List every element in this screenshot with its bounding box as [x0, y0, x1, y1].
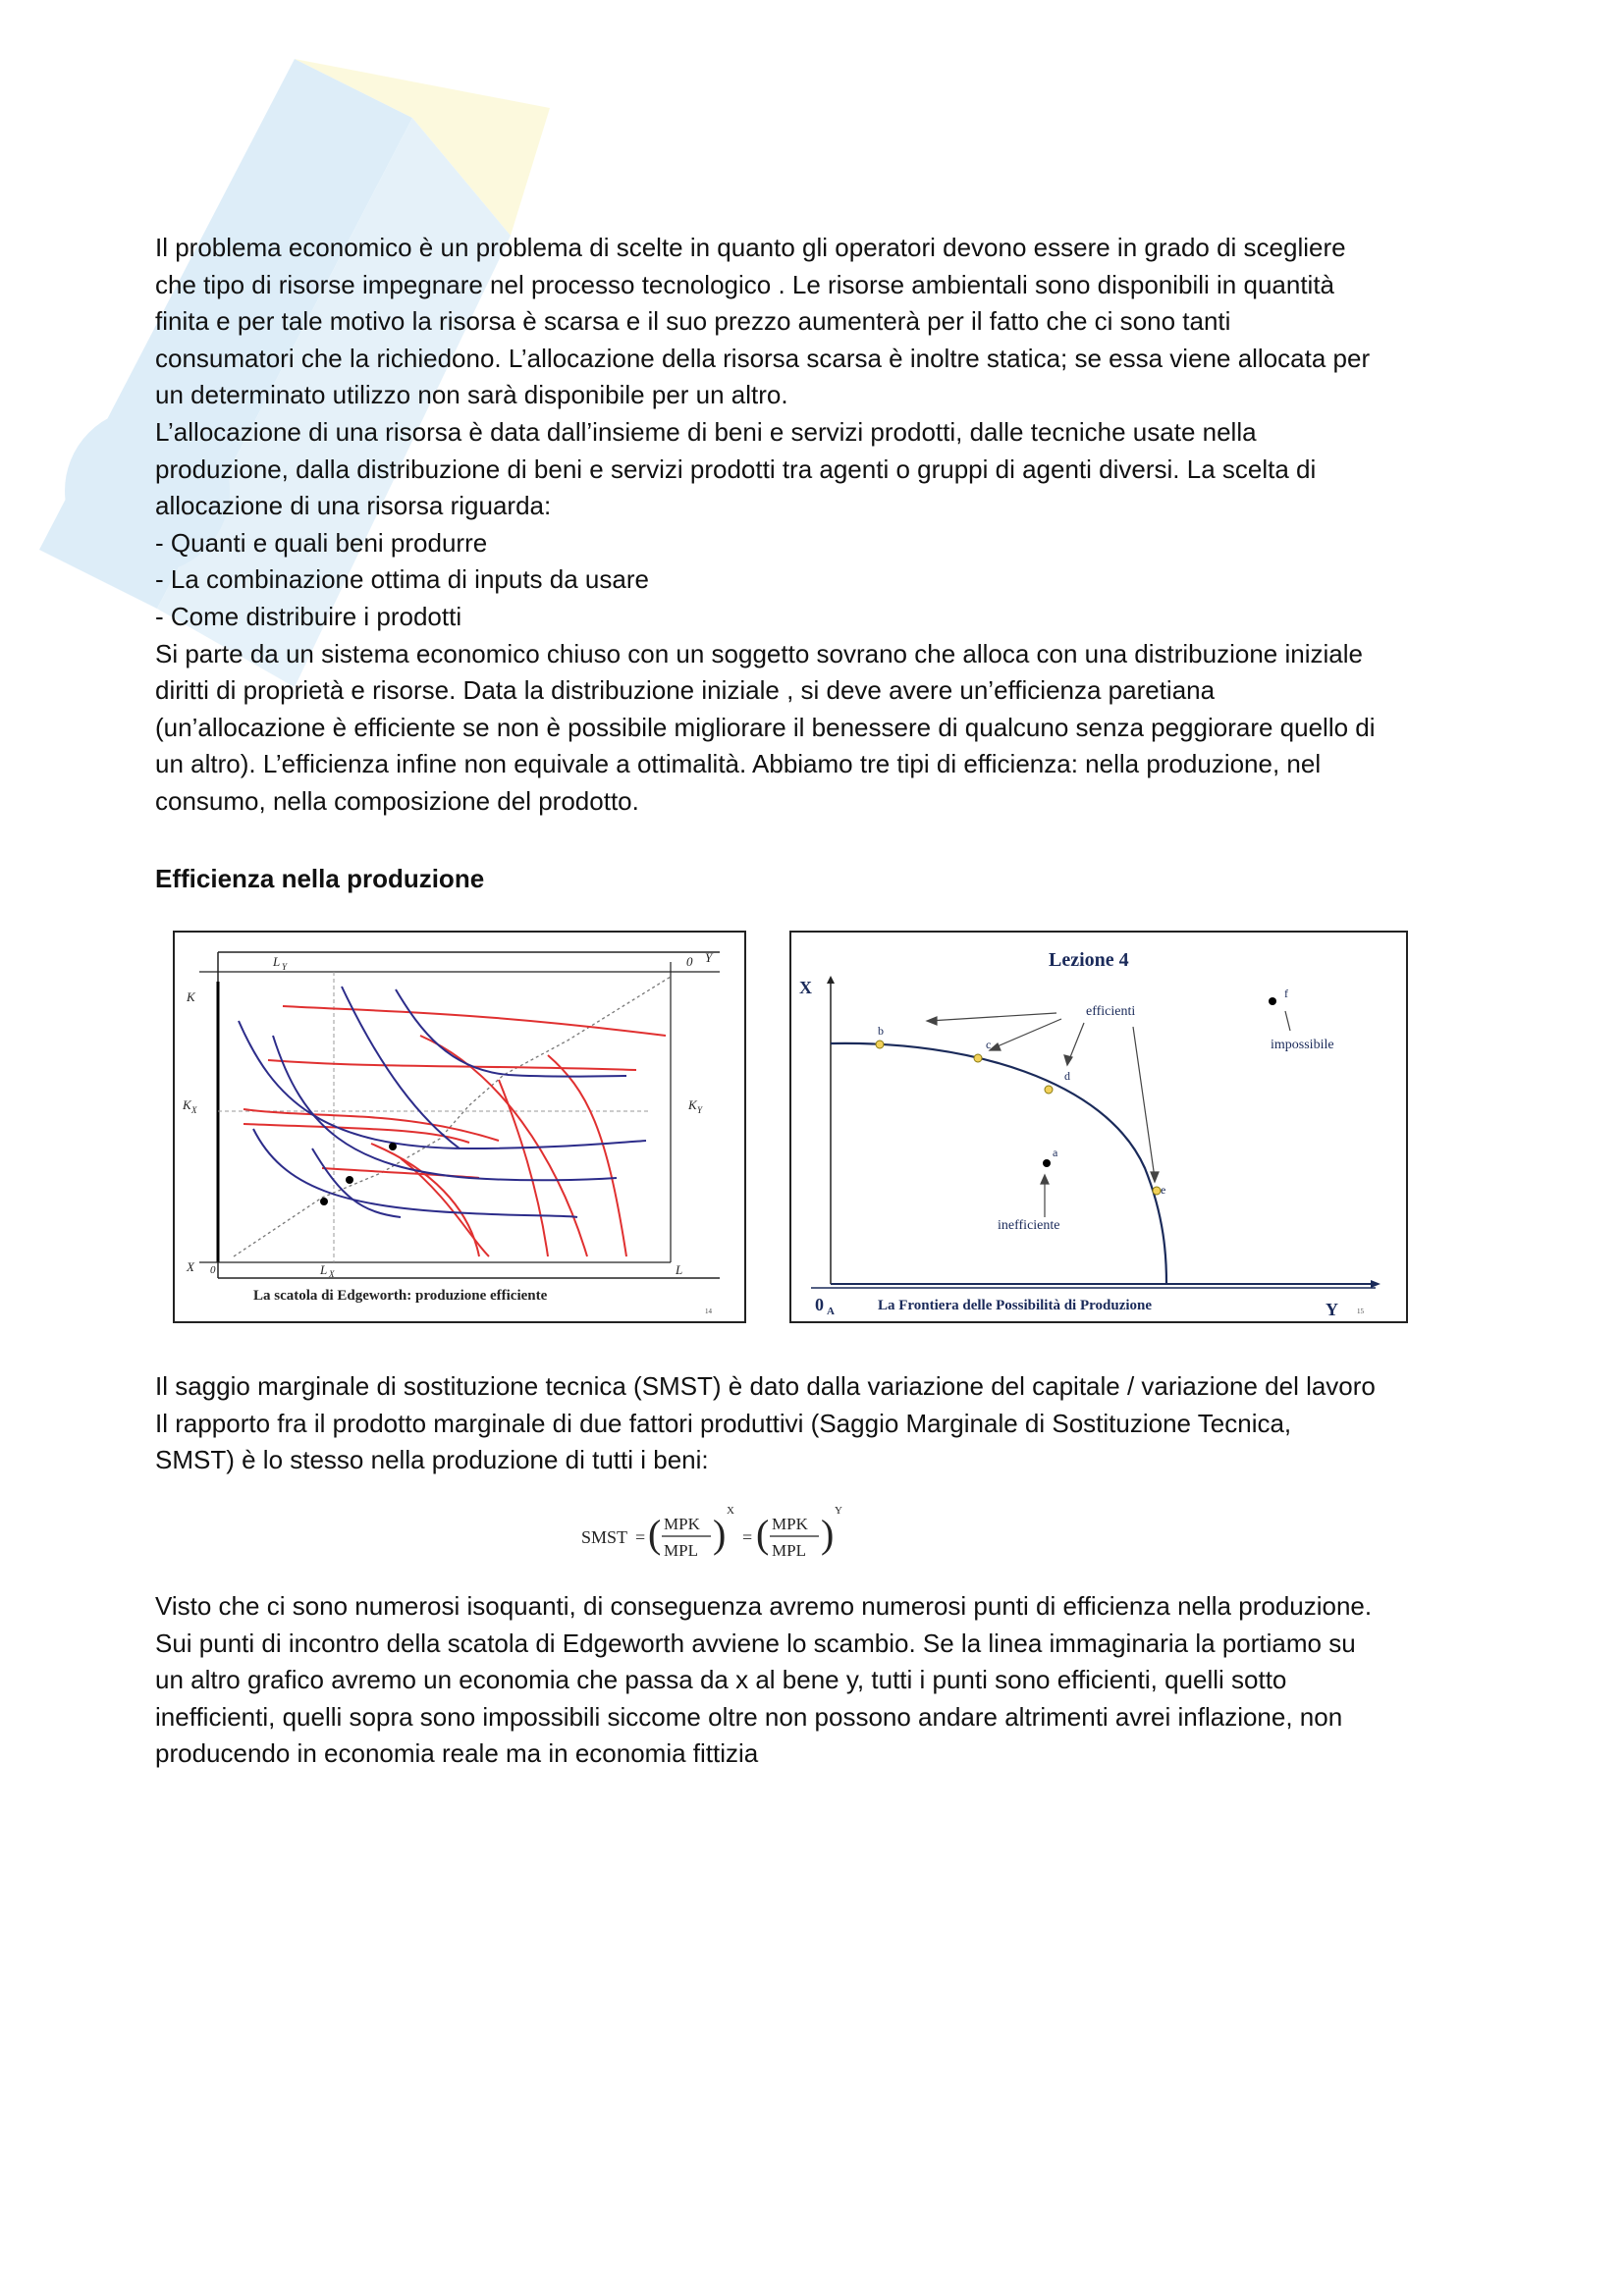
- text-line: finita e per tale motivo la risorsa è scarsa e il suo prezzo aumenterà per il fatto che ci sono tanti: [155, 306, 1231, 337]
- formula-numerator: MPK: [664, 1515, 700, 1533]
- label-impossibile: impossibile: [1271, 1038, 1334, 1052]
- formula-sup-x: X: [727, 1505, 734, 1517]
- label-point-d: d: [1064, 1069, 1070, 1083]
- svg-text:=: =: [742, 1527, 753, 1547]
- text-line: Il problema economico è un problema di scelte in quanto gli operatori devono essere in grado di scegliere: [155, 233, 1346, 262]
- label-lx-sub: X: [329, 1269, 335, 1279]
- text-line: Sui punti di incontro della scatola di Edgeworth avviene lo scambio. Se la linea immaginaria la portiamo su: [155, 1628, 1356, 1658]
- label-ly-sub: Y: [282, 962, 288, 972]
- label-kx-sub: X: [191, 1105, 197, 1115]
- ppf-figure: [789, 931, 1408, 1323]
- text-line: un altro grafico avremo un economia che passa da x al bene y, tutti i punti sono efficienti, quelli sotto: [155, 1665, 1287, 1695]
- label-origin-x: 0: [210, 1264, 216, 1276]
- label-kx: K: [183, 1097, 191, 1112]
- svg-text:): ): [821, 1512, 835, 1556]
- label-origin: 0: [815, 1295, 824, 1314]
- label-y-axis: Y: [1326, 1300, 1338, 1319]
- formula-denominator: MPL: [664, 1541, 698, 1560]
- formula-numerator: MPK: [772, 1515, 808, 1533]
- section-heading: Efficienza nella produzione: [155, 864, 485, 893]
- text-line: (un’allocazione è efficiente se non è possibile migliorare il benessere di qualcuno senza peggiorare quello di: [155, 712, 1376, 742]
- label-y: Y: [705, 950, 713, 965]
- label-inefficiente: inefficiente: [998, 1218, 1060, 1233]
- svg-text:(: (: [756, 1512, 770, 1556]
- text-line: Il rapporto fra il prodotto marginale di due fattori produttivi (Saggio Marginale di Sostituzione Tecnica,: [155, 1408, 1292, 1438]
- text-line: che tipo di risorse impegnare nel processo tecnologico . Le risorse ambientali sono disponibili in quantità: [155, 269, 1335, 299]
- label-point-e: e: [1161, 1183, 1166, 1197]
- svg-text:=: =: [635, 1527, 646, 1547]
- text-line: consumatori che la richiedono. L’allocazione della risorsa scarsa è inoltre statica; se essa viene allocata per: [155, 343, 1371, 373]
- label-ly: L: [273, 954, 281, 969]
- figure-page-number: 15: [1357, 1308, 1364, 1315]
- figure-page-number: 14: [705, 1308, 712, 1315]
- intro-paragraph: [155, 230, 1490, 821]
- edgeworth-box-figure: [173, 931, 746, 1323]
- text-line: SMST) è lo stesso nella produzione di tutti i beni:: [155, 1445, 709, 1475]
- label-efficienti: efficienti: [1086, 1004, 1136, 1019]
- figure-caption: La Frontiera delle Possibilità di Produzione: [878, 1298, 1153, 1313]
- label-point-a: a: [1053, 1146, 1058, 1159]
- text-line: diritti di proprietà e risorse. Data la distribuzione iniziale , si deve avere un’efficienza paretiana: [155, 675, 1216, 706]
- text-line: consumo, nella composizione del prodotto.: [155, 785, 639, 816]
- text-line: Si parte da un sistema economico chiuso con un soggetto sovrano che alloca con una distribuzione iniziale: [155, 638, 1363, 668]
- list-item: - Come distribuire i prodotti: [155, 601, 462, 631]
- text-line: Visto che ci sono numerosi isoquanti, di conseguenza avremo numerosi punti di efficienza nella produzione.: [155, 1591, 1373, 1621]
- label-x: X: [187, 1259, 194, 1274]
- conclusion-paragraph: [155, 1588, 1490, 1773]
- smst-formula: [579, 1500, 933, 1569]
- ppf-diagram: [791, 933, 1406, 1321]
- figure-title: Lezione 4: [1049, 949, 1129, 971]
- label-l: L: [676, 1262, 683, 1277]
- label-x-axis: X: [799, 978, 812, 997]
- formula-lhs: SMST: [581, 1527, 628, 1547]
- text-line: L’allocazione di una risorsa è data dall’insieme di beni e servizi prodotti, dalle tecniche usate nella: [155, 416, 1257, 447]
- label-origin-y: 0: [686, 954, 693, 969]
- smst-paragraph: [155, 1368, 1490, 1479]
- text-line: un altro). L’efficienza infine non equivale a ottimalità. Abbiamo tre tipi di efficienza: nella produzione, nel: [155, 749, 1322, 779]
- label-lx: L: [320, 1262, 328, 1277]
- label-point-c: c: [986, 1038, 992, 1051]
- text-line: produzione, dalla distribuzione di beni e servizi prodotti tra agenti o gruppi di agenti diversi. La scelta di: [155, 454, 1317, 484]
- label-ky-sub: Y: [697, 1105, 703, 1115]
- text-line: producendo in economia reale ma in economia fittizia: [155, 1738, 759, 1769]
- text-line: un determinato utilizzo non sarà disponibile per un altro.: [155, 380, 788, 410]
- edgeworth-box-diagram: [175, 933, 744, 1321]
- list-item: - La combinazione ottima di inputs da usare: [155, 564, 649, 595]
- label-k: K: [187, 989, 195, 1004]
- text-line: allocazione di una risorsa riguarda:: [155, 491, 552, 521]
- label-point-f: f: [1284, 987, 1288, 1000]
- formula-sup-y: Y: [835, 1505, 842, 1517]
- text-line: Il saggio marginale di sostituzione tecnica (SMST) è dato dalla variazione del capitale / variazione del lavoro: [155, 1371, 1376, 1401]
- formula-denominator: MPL: [772, 1541, 806, 1560]
- label-point-b: b: [878, 1024, 884, 1038]
- svg-text:): ): [713, 1512, 727, 1556]
- text-line: inefficienti, quelli sopra sono impossibili siccome oltre non possono andare altrimenti avrei inflazione, non: [155, 1701, 1343, 1732]
- figure-caption: La scatola di Edgeworth: produzione efficiente: [253, 1288, 548, 1304]
- label-ky: K: [688, 1097, 697, 1112]
- label-origin-sub: A: [827, 1306, 835, 1317]
- list-item: - Quanti e quali beni produrre: [155, 527, 488, 558]
- svg-text:(: (: [648, 1512, 662, 1556]
